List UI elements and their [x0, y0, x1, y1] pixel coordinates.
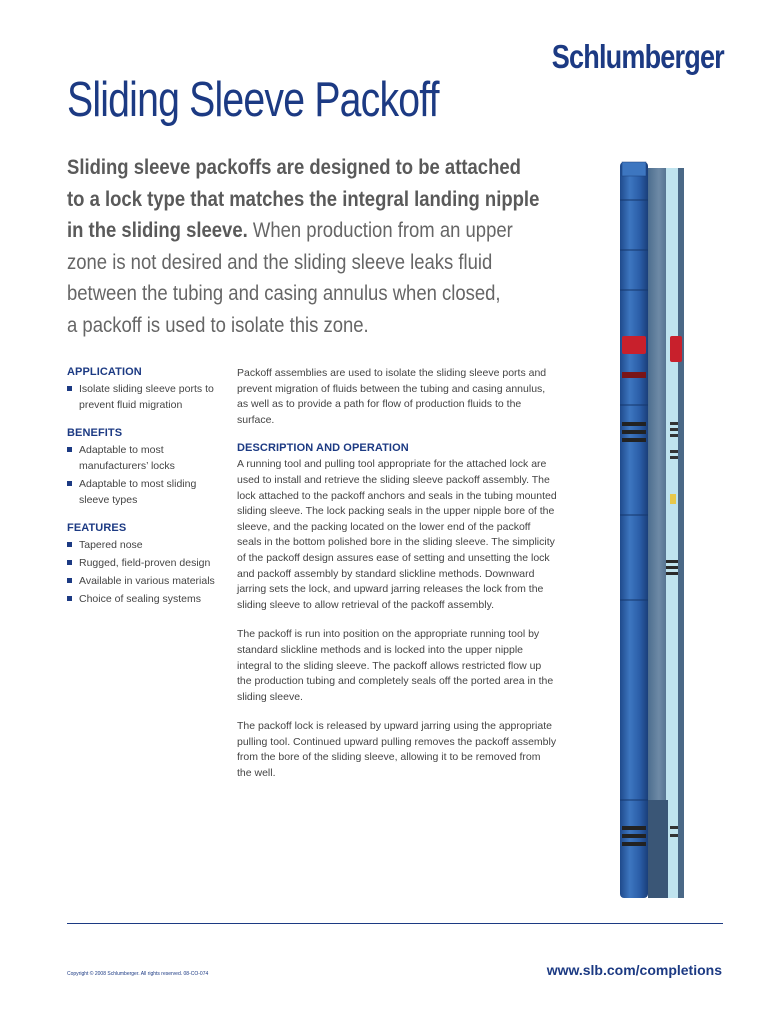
intro-line	[67, 310, 516, 342]
list-item: Adaptable to most manufacturers’ locks	[67, 442, 227, 474]
benefits-heading: BENEFITS	[67, 427, 123, 439]
page-title: Sliding Sleeve Packoff	[67, 73, 439, 127]
copyright: Copyright © 2008 Schlumberger. All rights reserved. 08-CO-074	[67, 971, 209, 977]
body-paragraph: Packoff assemblies are used to isolate the sliding sleeve ports and prevent migration of fluids between the tubing and casing annulus, as well as to provide a path for flow of production fluids to the surface.	[237, 367, 547, 426]
intro-normal: a packoff is used to isolate this zone.	[67, 313, 369, 337]
upper-packing-rings	[622, 422, 646, 442]
intro-bold: in the sliding sleeve.	[67, 219, 248, 243]
application-list	[67, 381, 227, 413]
intro-bold: to a lock type that matches the integral landing nipple	[67, 187, 540, 211]
benefits-list	[67, 442, 227, 508]
intro-normal: zone is not desired and the sliding sleeve leaks fluid	[67, 250, 493, 274]
middle-rings	[666, 560, 678, 575]
list-item: Tapered nose	[67, 537, 227, 553]
body-paragraph: The packoff lock is released by upward jarring using the appropriate pulling tool. Continued upward pulling removes the packoff assembly from the bore of the sliding sleeve, allowing it to be removed from the well.	[237, 720, 557, 780]
right-wall	[678, 168, 684, 898]
outer-sleeve	[620, 162, 648, 898]
description-heading: DESCRIPTION AND OPERATION	[237, 442, 409, 455]
upper-seal-right	[670, 336, 682, 362]
list-item: Isolate sliding sleeve ports to prevent fluid migration	[67, 381, 227, 413]
intro-normal: between the tubing and casing annulus when closed,	[67, 282, 501, 306]
application-heading: APPLICATION	[67, 366, 142, 378]
features-heading: FEATURES	[67, 522, 127, 534]
upper-seal	[622, 336, 646, 354]
list-item: Choice of sealing systems	[67, 591, 227, 607]
intro-line	[67, 215, 516, 247]
top-cap	[622, 162, 646, 176]
intro-line	[67, 152, 521, 184]
intro-normal: When production from an upper	[247, 219, 513, 243]
packoff-tool-illustration	[612, 160, 692, 900]
list-item: Rugged, field-proven design	[67, 555, 227, 571]
body-column	[237, 366, 557, 796]
features-list	[67, 537, 227, 607]
lower-body	[648, 800, 668, 898]
intro-bold: Sliding sleeve packoffs are designed to be attached	[67, 156, 521, 179]
intro-line	[67, 184, 540, 216]
sidebar-column	[67, 366, 227, 621]
list-item: Adaptable to most sliding sleeve types	[67, 476, 227, 508]
list-item: Available in various materials	[67, 573, 227, 589]
annulus	[666, 168, 678, 898]
website-link[interactable]: www.slb.com/completions	[546, 962, 722, 978]
intro-line	[67, 278, 516, 310]
brand-logo: Schlumberger	[551, 38, 724, 75]
intro-line	[67, 247, 516, 279]
footer-divider	[67, 923, 723, 924]
indicator	[670, 494, 676, 504]
body-paragraph: The packoff is run into position on the appropriate running tool by standard slickline methods and is locked into the upper nipple integral to the sliding sleeve. The packoff allows restricted flow up the production tubing and completely seals off the ported area in the sliding sleeve.	[237, 628, 554, 703]
body-paragraph: A running tool and pulling tool appropriate for the attached lock are used to install and retrieve the sliding sleeve packoff assembly. The lock attached to the packoff anchors and seals in the tubing mounted sliding sleeve. The lock packing seals in the upper nipple bore of the sleeve, and the packing located on the lower end of the packoff seals in the bottom polished bore in the sliding sleeve. The simplicity of the packoff design assures ease of setting and unsetting the lock and packoff assembly by standard slickline methods. Downward jarring sets the lock, and upward jarring releases the lock from the sliding sleeve to allow retrieval of the packoff assembly.	[237, 458, 557, 611]
intro-paragraph	[67, 152, 577, 342]
